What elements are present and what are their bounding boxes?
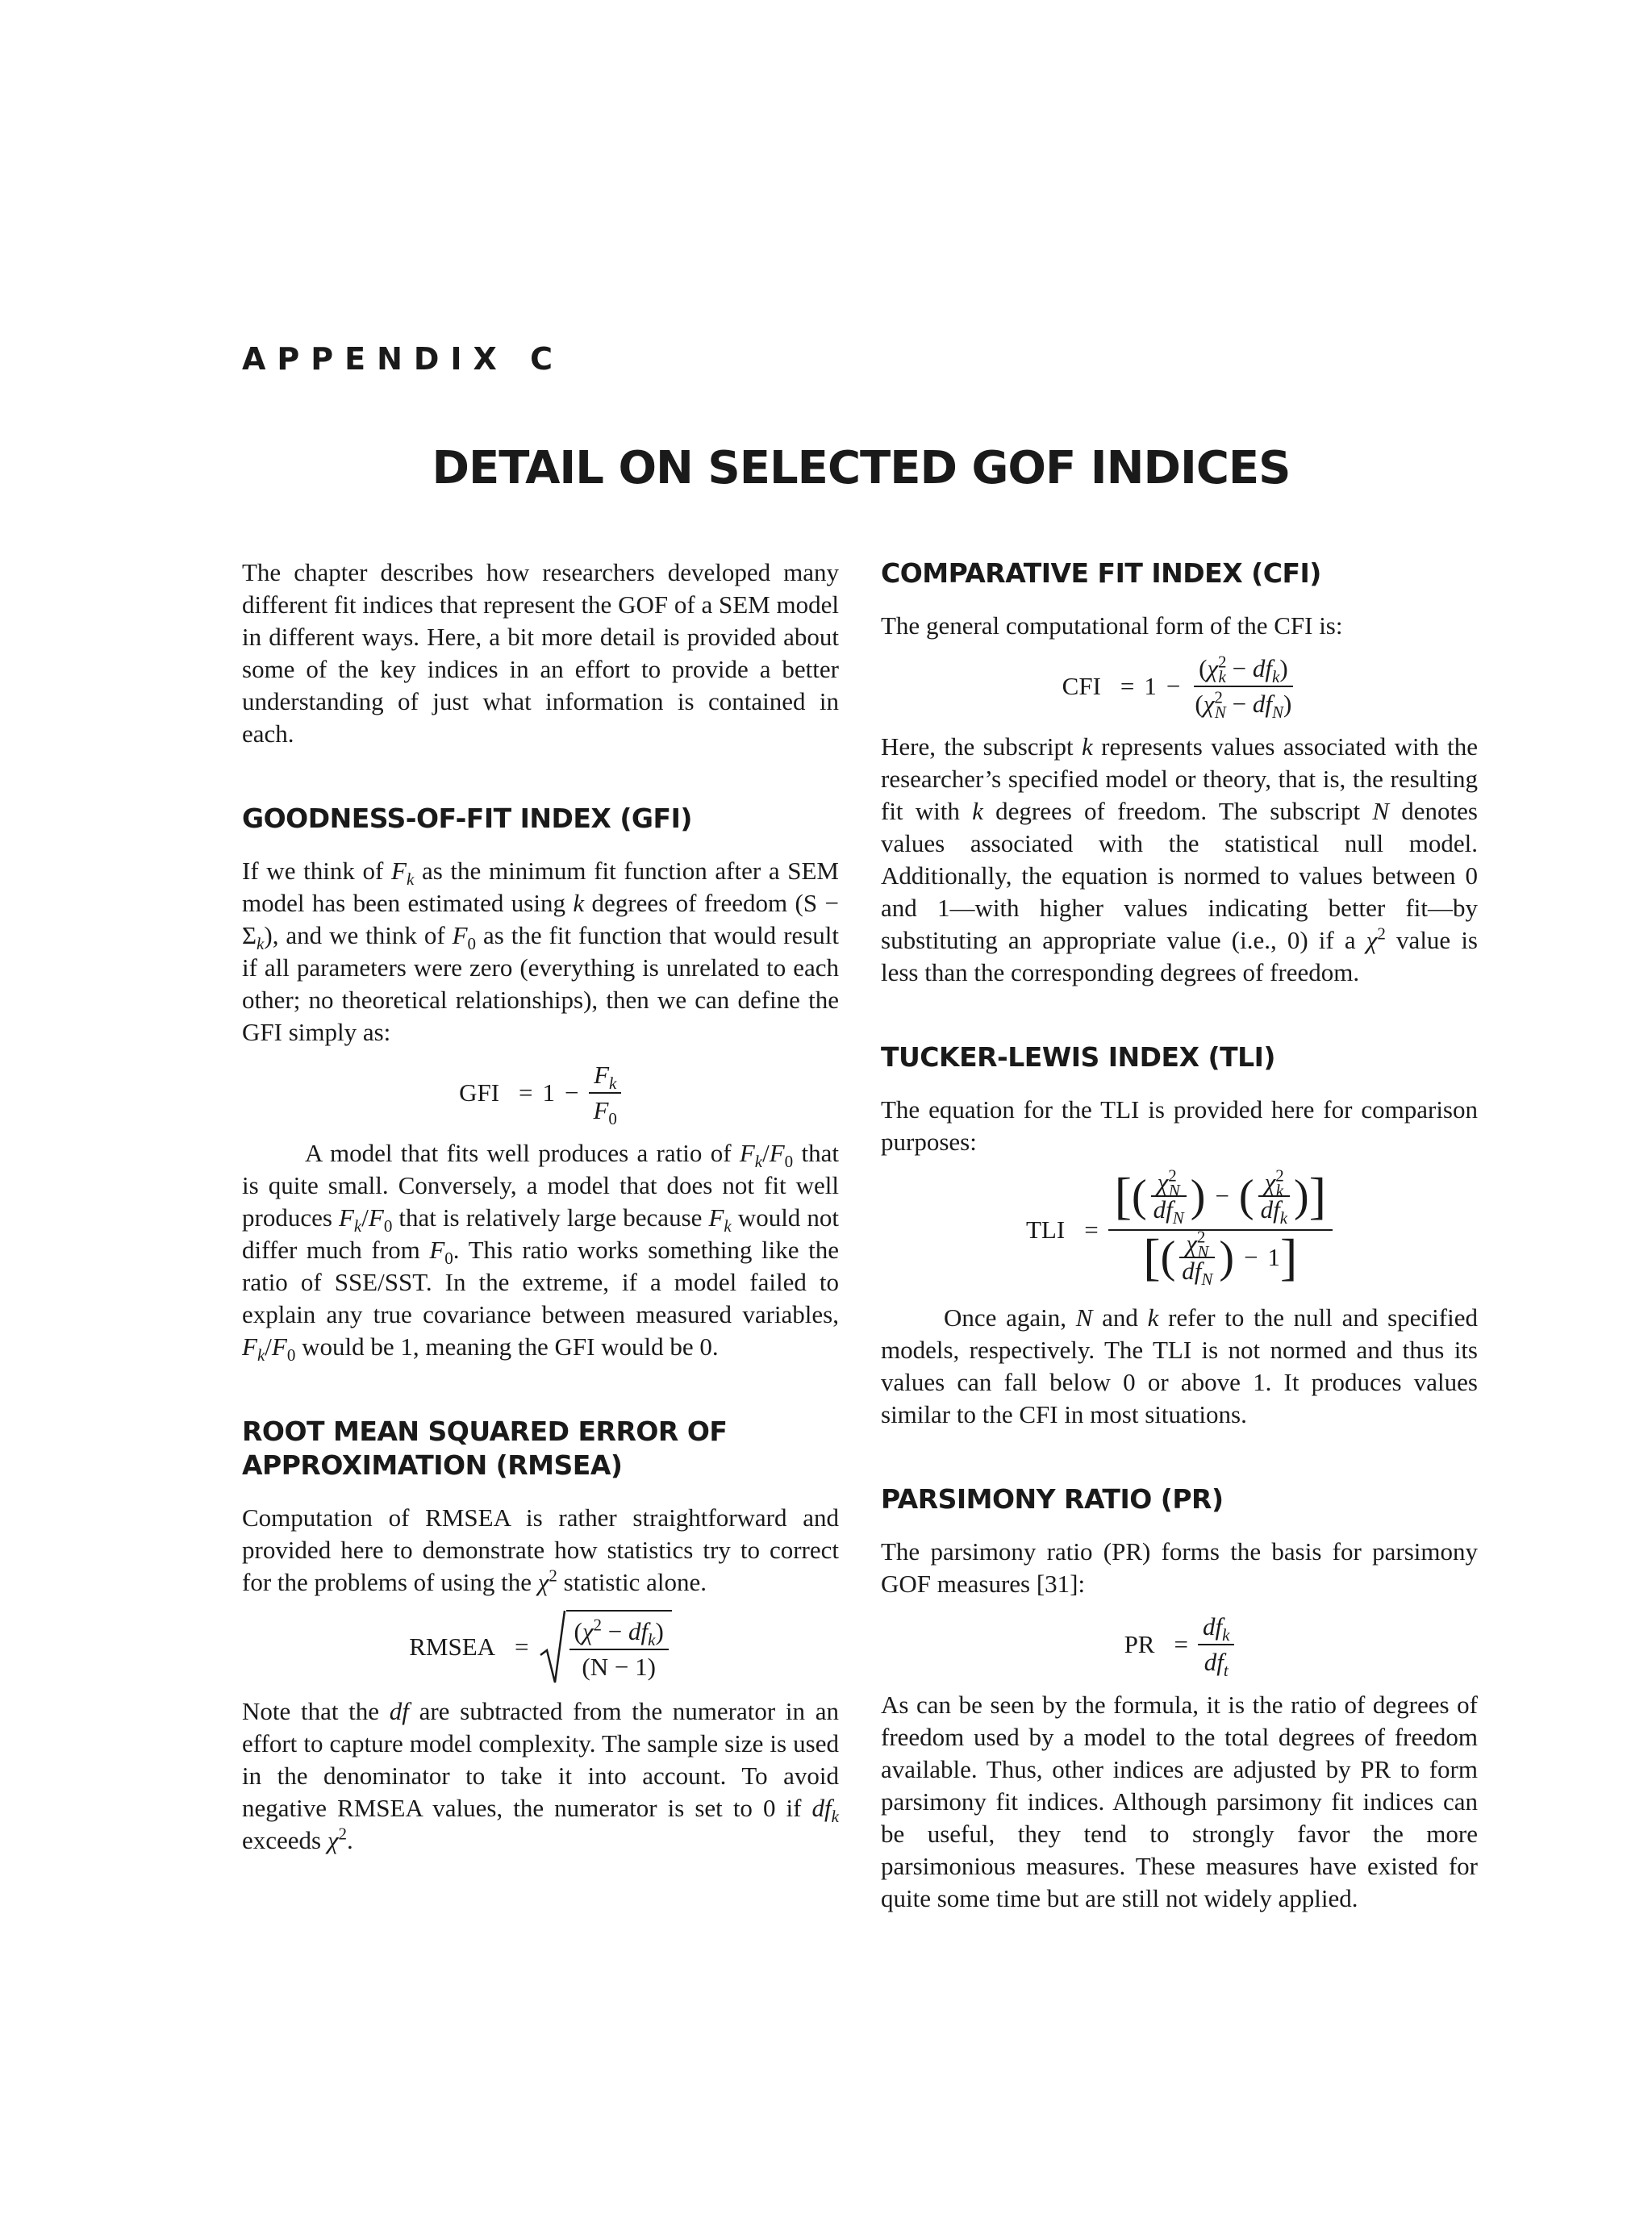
right-column <box>881 557 1478 1915</box>
gfi-eq-one: 1 <box>542 1078 555 1107</box>
rmsea-paragraph-2: Note that the df are subtracted from the numerator in an effort to capture model complexity. The sample size is used in the denominator to take it into account. To avoid negative RMSEA values, the numerator is set to 0 if $df_k$ exceeds $\chi^2$. <box>242 1697 839 1854</box>
rmsea-paragraph-1: Computation of RMSEA is rather straightforward and provided here to demonstrate how statistics try to correct for the problems of using the $\chi^2$ statistic alone. <box>242 1503 839 1596</box>
gfi-fraction: $\frac{F_k}{F_0}$ <box>588 1060 621 1126</box>
rmsea-eq-denominator: (N − 1) <box>582 1653 656 1681</box>
tli-heading: TUCKER-LEWIS INDEX (TLI) <box>881 1041 1275 1073</box>
pr-intro: The parsimony ratio (PR) forms the basis for parsimony GOF measures [31]: <box>881 1537 1478 1598</box>
appendix-label: APPENDIX C <box>242 341 564 377</box>
rmsea-equation: RMSEA = $\frac{(\chi^2 - df_k)}{(N - 1)}$ <box>242 1610 839 1684</box>
pr-eq-lhs: PR <box>1124 1630 1155 1658</box>
cfi-equation: CFI = 1 − $\frac{(\chi^2_k - df_k)}{(\chi^2_N - df_N)}$ <box>881 653 1478 719</box>
pr-heading: PARSIMONY RATIO (PR) <box>881 1483 1224 1515</box>
gfi-eq-lhs: GFI <box>459 1078 500 1107</box>
gfi-paragraph-1: If we think of $F_k$ as the minimum fit function after a SEM model has been estimated using k degrees of freedom $(S - \Sigma_k)$, and we think of $F_0$ as the fit function that would result if all parameters were zero (everything is unrelated to each other; no theoretical relationships), then we can define the GFI simply as: <box>242 857 839 1046</box>
square-root-icon: $\frac{(\chi^2 - df_k)}{(N - 1)}$ <box>539 1610 672 1684</box>
tli-equation: TLI = [ ( $\frac{\chi^2_N}{df_N}$ ) − ( $\frac{\chi^2_k}{df_k}$ ) ] [ ( $\frac{\chi^2_N}{df_N}$ ) − 1 ] <box>881 1170 1478 1291</box>
pr-fraction: $\frac{df_k}{df_t}$ <box>1198 1612 1234 1678</box>
cfi-paragraph: Here, the subscript k represents values associated with the researcher’s specified model or theory, that is, the resulting fit with k degrees of freedom. The subscript N denotes values associated with the statistical null model. Additionally, the equation is normed to values between 0 and 1—with higher values indicating better fit—by substituting an appropriate value (i.e., 0) if a $\chi^2$ value is less than the corresponding degrees of freedom. <box>881 732 1478 986</box>
rmsea-heading: ROOT MEAN SQUARED ERROR OF APPROXIMATION (RMSEA) <box>242 1416 728 1481</box>
cfi-eq-one: 1 <box>1144 672 1157 700</box>
cfi-heading: COMPARATIVE FIT INDEX (CFI) <box>881 557 1321 589</box>
pr-equation: PR = $\frac{df_k}{df_t}$ <box>881 1612 1478 1678</box>
tli-intro: The equation for the TLI is provided here for comparison purposes: <box>881 1095 1478 1156</box>
cfi-fraction: $\frac{(\chi^2_k - df_k)}{(\chi^2_N - df_N)}$ <box>1195 652 1292 723</box>
gfi-heading: GOODNESS-OF-FIT INDEX (GFI) <box>242 803 692 834</box>
tli-eq-one: 1 <box>1267 1243 1281 1271</box>
cfi-eq-lhs: CFI <box>1062 672 1101 700</box>
tli-fraction: [ ( $\frac{\chi^2_N}{df_N}$ ) − ( $\frac{\chi^2_k}{df_k}$ ) ] [ ( $\frac{\chi^2_N}{df_N}$ ) − 1 ] <box>1108 1170 1333 1291</box>
gfi-equation: GFI = 1 − $\frac{F_k}{F_0}$ <box>242 1060 839 1126</box>
pr-paragraph: As can be seen by the formula, it is the ratio of degrees of freedom used by a model to the total degrees of freedom available. Thus, other indices are adjusted by PR to form parsimony fit indices. Although parsimony fit indices can be useful, they tend to strongly favor the more parsimonious measures. These measures have existed for quite some time but are still not widely applied. <box>881 1691 1478 1912</box>
left-column <box>242 557 839 1857</box>
tli-eq-lhs: TLI <box>1025 1215 1066 1244</box>
cfi-intro: The general computational form of the CFI is: <box>881 611 1343 640</box>
rmsea-eq-lhs: RMSEA <box>409 1632 496 1661</box>
gfi-paragraph-2: A model that fits well produces a ratio of $F_k/F_0$ that is quite small. Conversely, a model that does not fit well produces $F_k/F_0$ that is relatively large because $F_k$ would not differ much from $F_0$. This ratio works something like the ratio of SSE/SST. In the extreme, if a model failed to explain any true covariance between measured variables, $F_k/F_0$ would be 1, meaning the GFI would be 0. <box>242 1139 839 1366</box>
intro-paragraph: The chapter describes how researchers developed many different fit indices that represent the GOF of a SEM model in different ways. Here, a bit more detail is provided about some of the key indices in an effort to provide a better understanding of just what information is contained in each. <box>242 558 839 748</box>
chapter-title: DETAIL ON SELECTED GOF INDICES <box>432 442 1291 494</box>
tli-paragraph: Once again, N and k refer to the null and specified models, respectively. The TLI is not normed and thus its values can fall below 0 or above 1. It produces values similar to the CFI in most situations. <box>881 1303 1478 1428</box>
